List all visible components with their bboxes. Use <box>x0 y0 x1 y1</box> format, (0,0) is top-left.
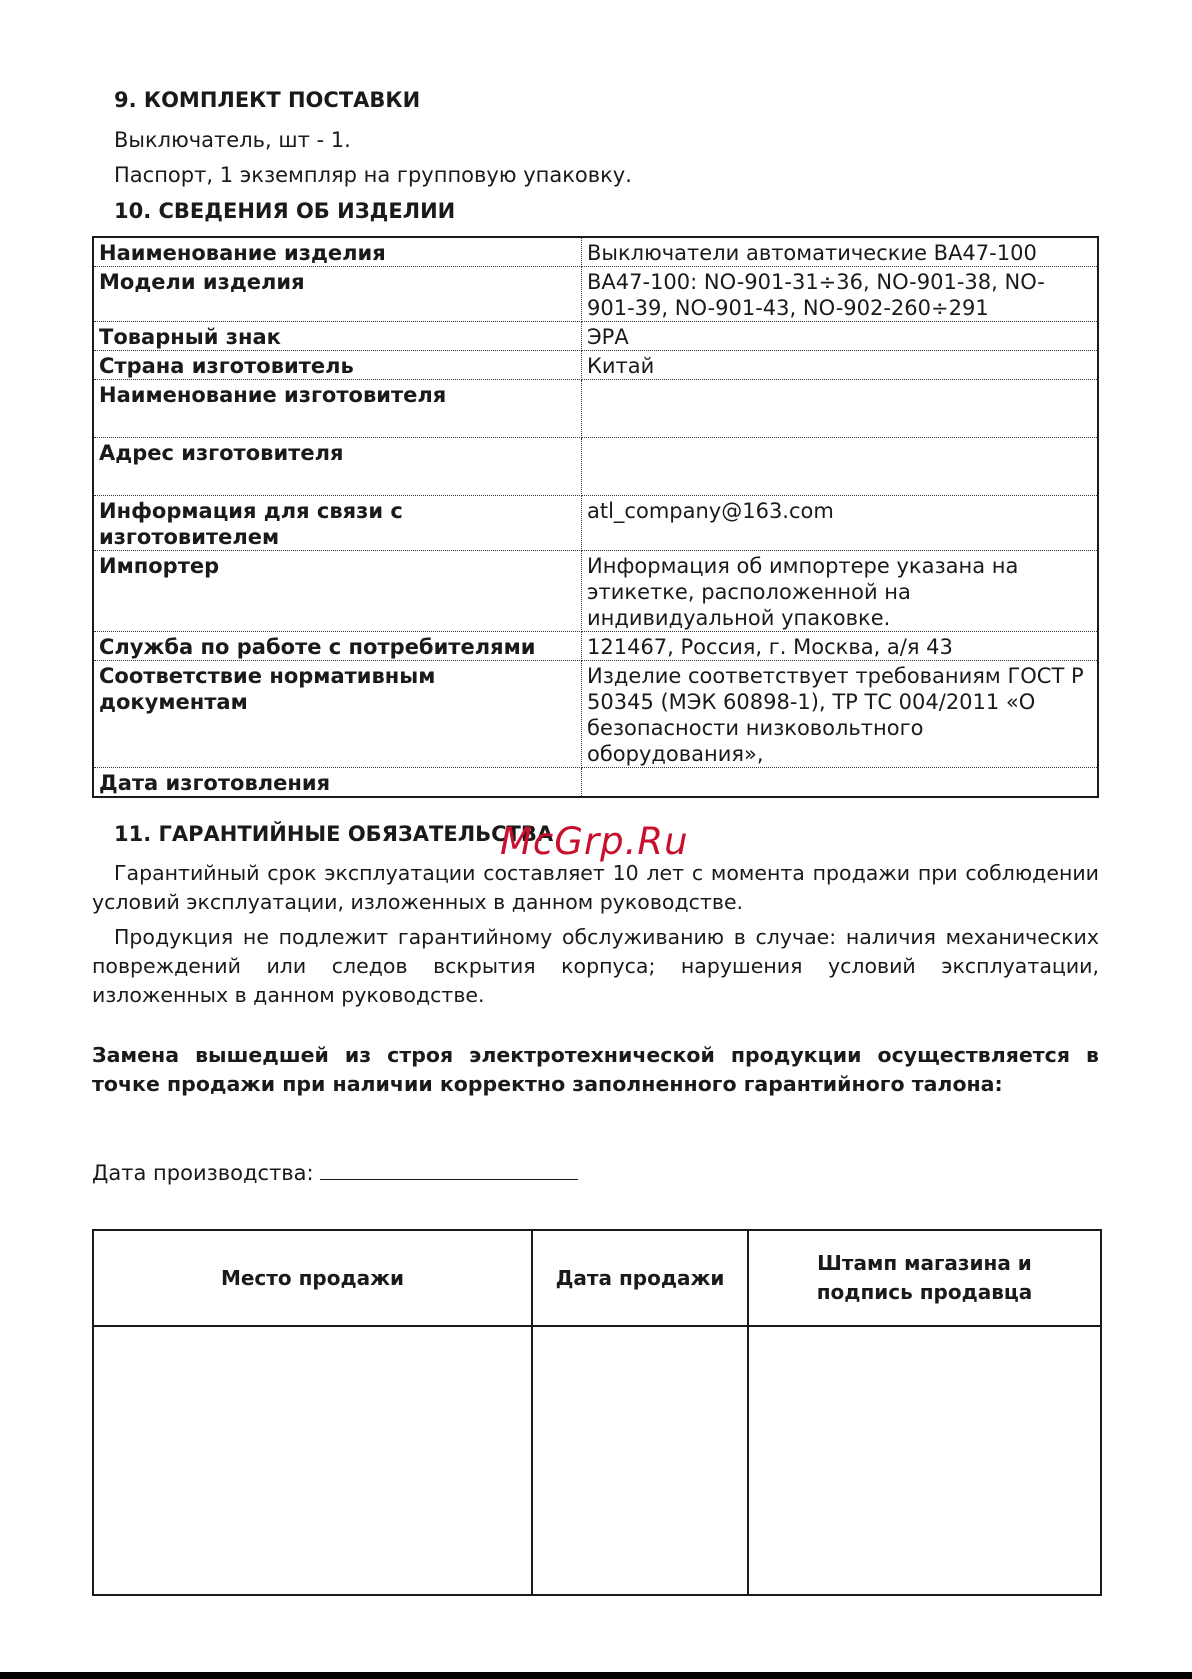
info-row <box>93 768 1098 798</box>
production-date-label: Дата производства: <box>92 1161 314 1185</box>
info-row-value <box>582 768 1099 798</box>
info-row <box>93 237 1098 267</box>
info-row-value <box>582 438 1099 496</box>
info-row-value: ВА47-100: NO-901-31÷36, NO-901-38, NO-901-39, NO-901-43, NO-902-260÷291 <box>582 267 1099 322</box>
info-row-value <box>582 380 1099 438</box>
product-info-table <box>92 236 1099 798</box>
sale-date-cell[interactable] <box>532 1326 748 1595</box>
info-row-value: Китай <box>582 351 1099 380</box>
info-row-key: Наименование изделия <box>93 237 582 267</box>
info-row-key: Информация для связи с изготовителем <box>93 496 582 551</box>
sale-place-cell[interactable] <box>93 1326 532 1595</box>
section10-title: 10. СВЕДЕНИЯ ОБ ИЗДЕЛИИ <box>114 199 456 223</box>
stamp-signature-cell[interactable] <box>748 1326 1101 1595</box>
info-row-value: Выключатели автоматические ВА47-100 <box>582 237 1099 267</box>
sale-place-header: Место продажи <box>93 1230 532 1326</box>
info-row-key: Адрес изготовителя <box>93 438 582 496</box>
warranty-paragraph-1: Гарантийный срок эксплуатации составляет 10 лет с момента продажи при соблюдении условий эксплуатации, изложенных в данном руководстве. <box>92 861 1099 914</box>
sale-table <box>92 1229 1102 1596</box>
sale-date-header: Дата продажи <box>532 1230 748 1326</box>
info-row-key: Дата изготовления <box>93 768 582 798</box>
info-row-key: Соответствие нормативным документам <box>93 661 582 768</box>
info-row-key: Служба по работе с потребителями <box>93 632 582 661</box>
info-row-value: Информация об импортере указана на этикетке, расположенной на индивидуальной упаковке. <box>582 551 1099 632</box>
stamp-signature-header-text: Штамп магазина и подпись продавца <box>816 1251 1033 1304</box>
info-row <box>93 322 1098 351</box>
info-row <box>93 551 1098 632</box>
info-row <box>93 380 1098 438</box>
info-row-key: Страна изготовитель <box>93 351 582 380</box>
info-row-value: ЭРА <box>582 322 1099 351</box>
section9-line-2: Паспорт, 1 экземпляр на групповую упаковку. <box>114 163 632 187</box>
production-date-field[interactable] <box>320 1157 578 1180</box>
section9-title: 9. КОМПЛЕКТ ПОСТАВКИ <box>114 88 421 112</box>
info-row-value: 121467, Россия, г. Москва, а/я 43 <box>582 632 1099 661</box>
stamp-signature-header <box>748 1230 1101 1326</box>
info-row <box>93 267 1098 322</box>
section11-title: 11. ГАРАНТИЙНЫЕ ОБЯЗАТЕЛЬСТВА <box>114 822 554 846</box>
info-row-value: atl_company@163.com <box>582 496 1099 551</box>
info-row <box>93 632 1098 661</box>
info-row <box>93 496 1098 551</box>
info-row-key: Импортер <box>93 551 582 632</box>
info-row-key: Модели изделия <box>93 267 582 322</box>
info-row-key: Наименование изготовителя <box>93 380 582 438</box>
warranty-paragraph-2: Продукция не подлежит гарантийному обслуживанию в случае: наличия механических повреждений или следов вскрытия корпуса; нарушения условий эксплуатации, изложенных в данном руководстве. <box>92 925 1099 1007</box>
info-row <box>93 351 1098 380</box>
info-row-key: Товарный знак <box>93 322 582 351</box>
info-row <box>93 438 1098 496</box>
info-row <box>93 661 1098 768</box>
production-date-line <box>92 1157 578 1185</box>
replacement-notice: Замена вышедшей из строя электротехнической продукции осуществляется в точке продажи при наличии корректно заполненного гарантийного талона: <box>92 1043 1099 1096</box>
watermark: McGrp.Ru <box>500 820 689 863</box>
bottom-bar <box>0 1672 1192 1679</box>
section9-line-1: Выключатель, шт - 1. <box>114 128 351 152</box>
info-row-value: Изделие соответствует требованиям ГОСТ Р 50345 (МЭК 60898-1), ТР ТС 004/2011 «О безопасности низковольтного оборудования», <box>582 661 1099 768</box>
